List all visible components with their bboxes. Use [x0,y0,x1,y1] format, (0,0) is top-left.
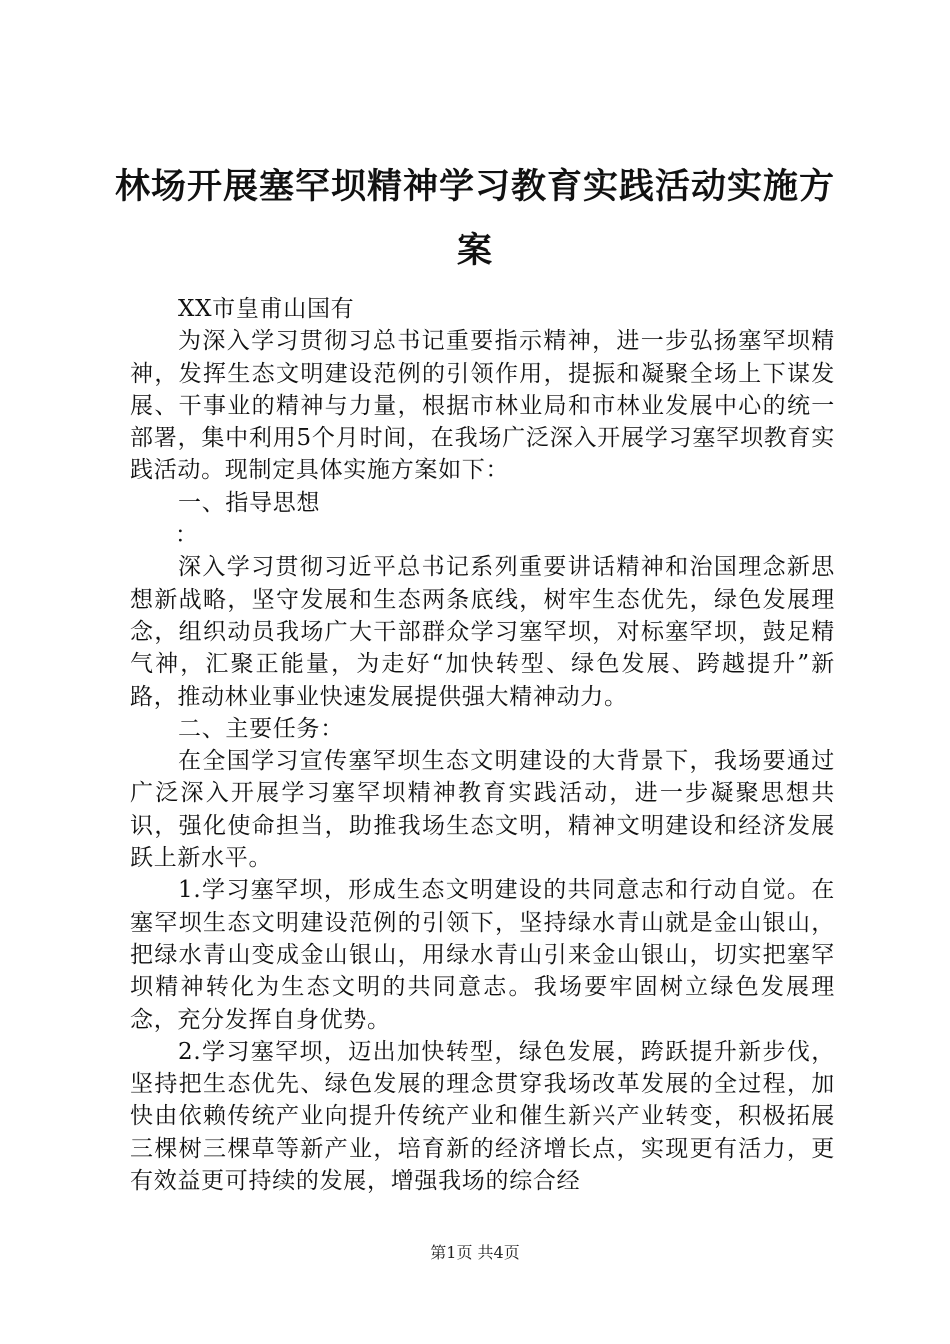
document-body [130,293,835,1197]
section-heading-main-tasks: 二、主要任务： [178,715,344,742]
task-item-1: 1.学习塞罕坝，形成生态文明建设的共同意志和行动自觉。在塞罕坝生态文明建设范例的引领下，坚持绿水青山就是金山银山，把绿水青山变成金山银山，用绿水青山引来金山银山，切实把塞罕坝精神转化为生态文明的共同意志。我场要牢固树立绿色发展理念，充分发挥自身优势。 [130,877,835,1033]
document-title: 林场开展塞罕坝精神学习教育实践活动实施方案 [114,167,835,271]
task-item-2: 2.学习塞罕坝，迈出加快转型，绿色发展，跨跃提升新步伐，坚持把生态优先、绿色发展的理念贯穿我场改革发展的全过程，加快由依赖传统产业向提升传统产业和催生新兴产业转变，积极拓展三棵树三棵草等新产业，培育新的经济增长点，实现更有活力，更有效益更可持续的发展，增强我场的综合经 [130,1038,835,1195]
main-tasks-paragraph: 在全国学习宣传塞罕坝生态文明建设的大背景下，我场要通过广泛深入开展学习塞罕坝精神教育实践活动，进一步凝聚思想共识，强化使命担当，助推我场生态文明，精神文明建设和经济发展跃上新水平。 [130,748,835,872]
colon-line: ： [175,522,199,549]
section-heading-guiding-ideology: 一、指导思想 [178,489,321,516]
intro-paragraph: 为深入学习贯彻习总书记重要指示精神，进一步弘扬塞罕坝精神，发挥生态文明建设范例的引领作用，提振和凝聚全场上下谋发展、干事业的精神与力量，根据市林业局和市林业发展中心的统一部署，集中利用5个月时间，在我场广泛深入开展学习塞罕坝教育实践活动。现制定具体实施方案如下： [130,328,835,484]
author-line: XX市皇甫山国有 [178,296,355,322]
guiding-ideology-paragraph: 深入学习贯彻习近平总书记系列重要讲话精神和治国理念新思想新战略，坚守发展和生态两条底线，树牢生态优先，绿色发展理念，组织动员我场广大干部群众学习塞罕坝，对标塞罕坝，鼓足精气神，汇聚正能量，为走好“加快转型、绿色发展、跨越提升”新路，推动林业事业快速发展提供强大精神动力。 [130,554,835,710]
page-footer: 第1页 共4页 [430,1243,520,1262]
